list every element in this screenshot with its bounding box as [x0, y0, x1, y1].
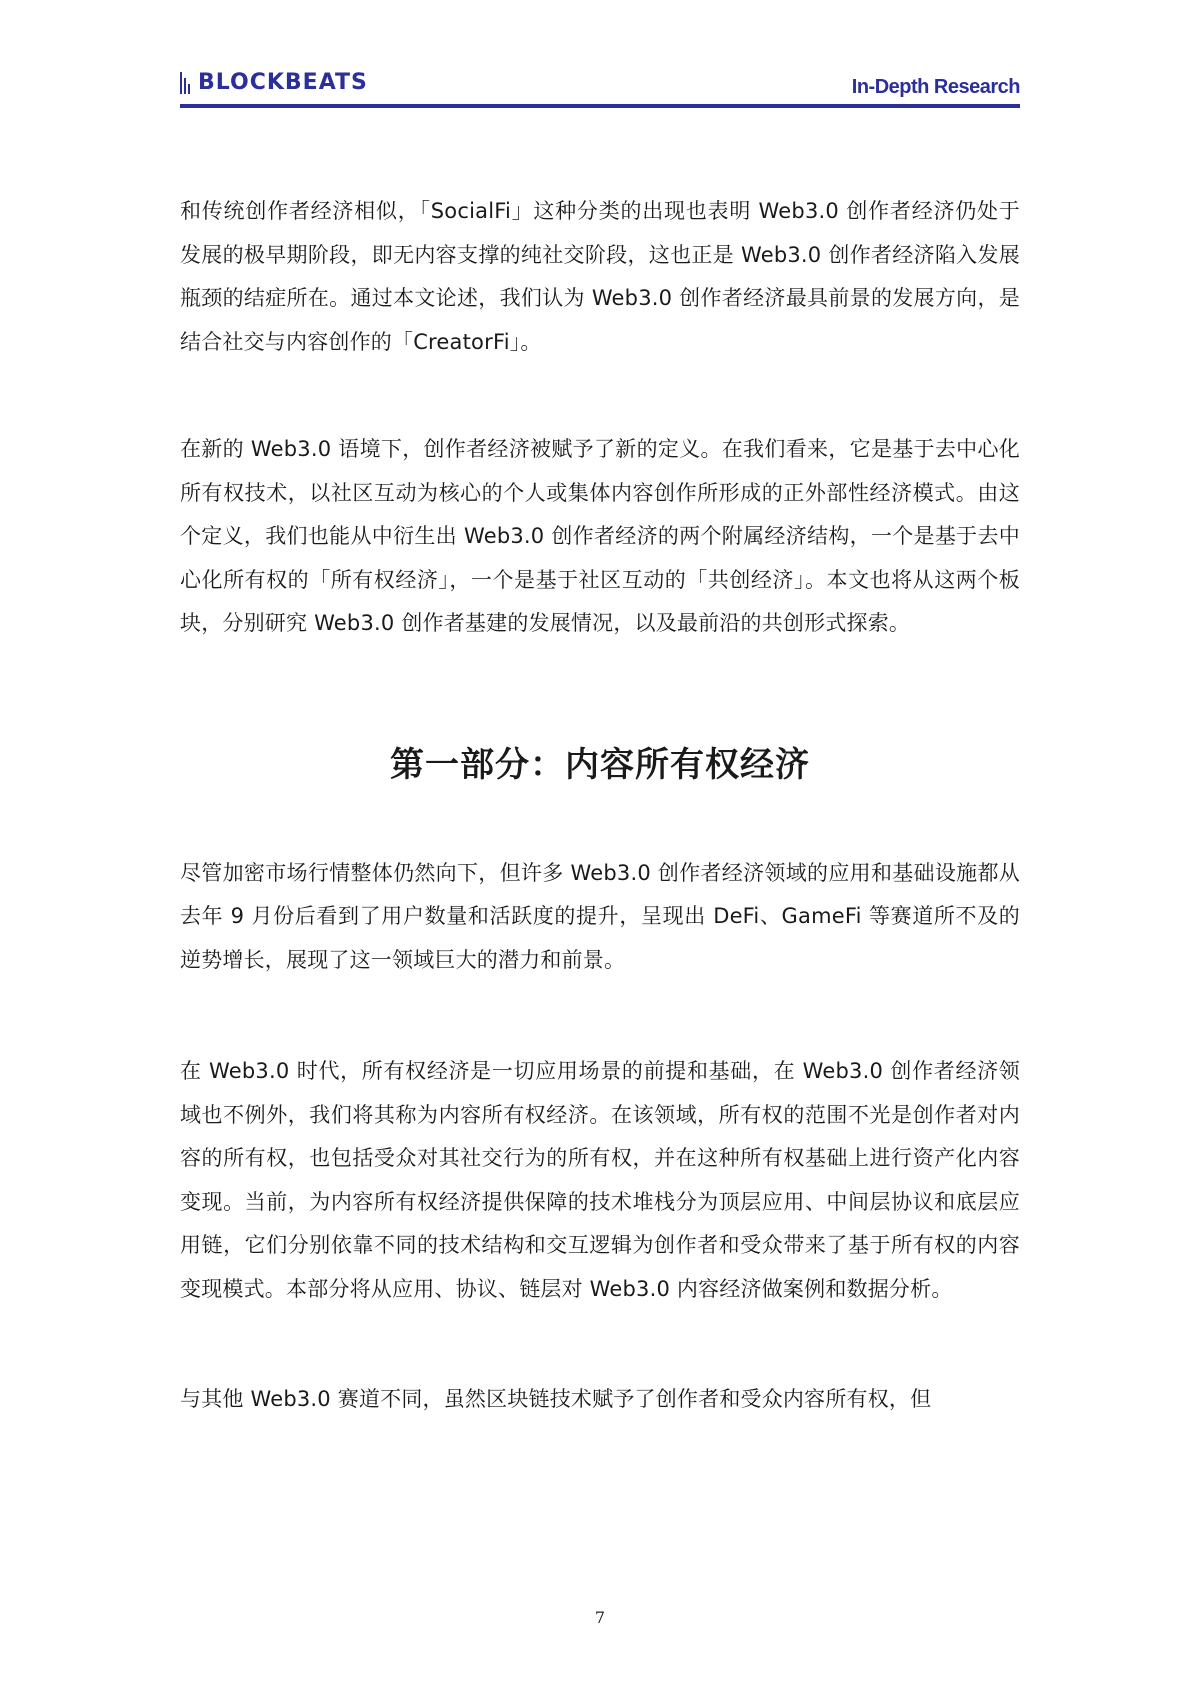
- document-body: [180, 190, 1020, 1422]
- paragraph-5: 与其他 Web3.0 赛道不同，虽然区块链技术赋予了创作者和受众内容所有权，但: [180, 1387, 932, 1411]
- header-divider: [180, 104, 1020, 108]
- paragraph-1: 和传统创作者经济相似，「SocialFi」这种分类的出现也表明 Web3.0 创作者经济仍处于发展的极早期阶段，即无内容支撑的纯社交阶段，这也正是 Web3.0 创作者经济陷入发展瓶颈的结症所在。通过本文论述，我们认为 Web3.0 创作者经济最具前景的发展方向，是结合社交与内容创作的「CreatorFi」。: [180, 199, 1020, 354]
- header-label: In-Depth Research: [851, 76, 1020, 98]
- paragraph-2: 在新的 Web3.0 语境下，创作者经济被赋予了新的定义。在我们看来，它是基于去中心化所有权技术，以社区互动为核心的个人或集体内容创作所形成的正外部性经济模式。由这个定义，我们也能从中衍生出 Web3.0 创作者经济的两个附属经济结构，一个是基于去中心化所有权的「所有权经济」，一个是基于社区互动的「共创经济」。本文也将从这两个板块，分别研究 Web3.0 创作者基建的发展情况，以及最前沿的共创形式探索。: [180, 437, 1020, 635]
- page-header: [180, 66, 1020, 108]
- paragraph-4: 在 Web3.0 时代，所有权经济是一切应用场景的前提和基础，在 Web3.0 创作者经济领域也不例外，我们将其称为内容所有权经济。在该领域，所有权的范围不光是创作者对内容的所有权，也包括受众对其社交行为的所有权，并在这种所有权基础上进行资产化内容变现。当前，为内容所有权经济提供保障的技术堆栈分为顶层应用、中间层协议和底层应用链，它们分别依靠不同的技术结构和交互逻辑为创作者和受众带来了基于所有权的内容变现模式。本部分将从应用、协议、链层对 Web3.0 内容经济做案例和数据分析。: [180, 1059, 1020, 1301]
- paragraph-3: 尽管加密市场行情整体仍然向下，但许多 Web3.0 创作者经济领域的应用和基础设施都从去年 9 月份后看到了用户数量和活跃度的提升，呈现出 DeFi、GameFi 等赛道所不及的逆势增长，展现了这一领域巨大的潜力和前景。: [180, 860, 1020, 972]
- logo-bars-icon: [180, 72, 194, 94]
- page-number: 7: [594, 1608, 606, 1627]
- blockbeats-logo: [180, 70, 368, 95]
- section-title: 第一部分：内容所有权经济: [390, 744, 810, 785]
- logo-text: BLOCKBEATS: [198, 70, 368, 95]
